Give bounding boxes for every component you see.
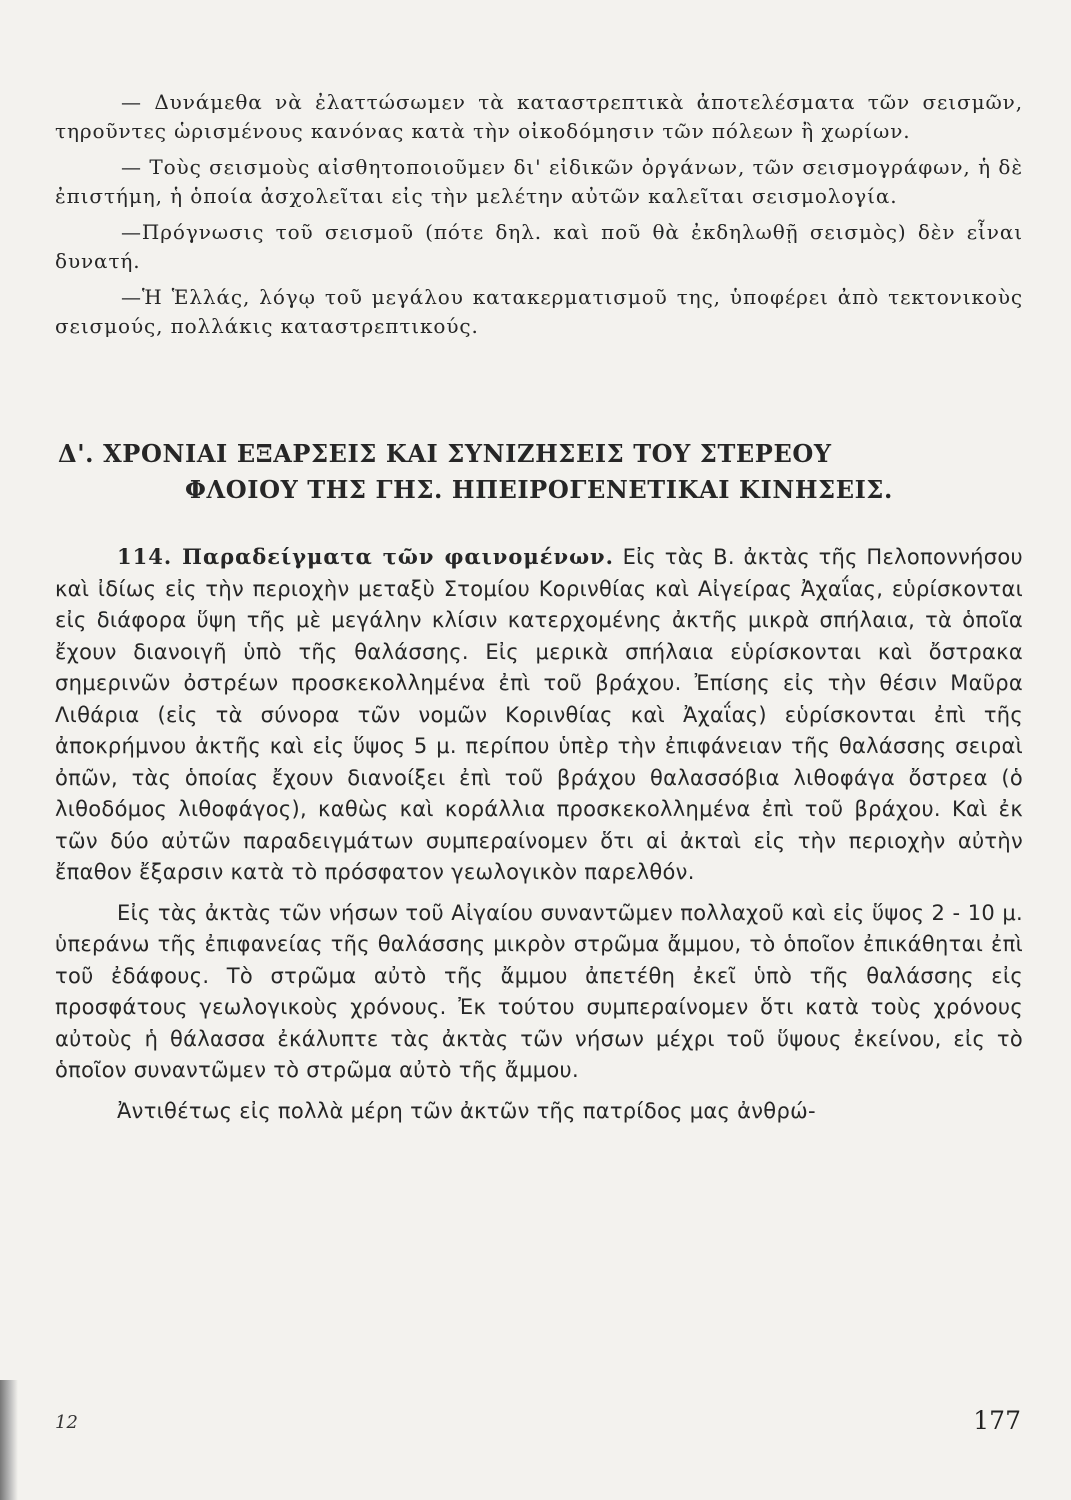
body-paragraph <box>55 541 1023 889</box>
summary-block <box>55 88 1023 348</box>
summary-paragraph: —Πρόγνωσις τοῦ σεισμοῦ (πότε δηλ. καὶ ποῦ θὰ ἐκδηλωθῇ σεισμὸς) δὲν εἶναι δυνατή. <box>55 220 1023 273</box>
body-paragraph-text: Εἰς τὰς Β. ἀκτὰς τῆς Πελοποννήσου καὶ ἰδίως εἰς τὴν περιοχὴν μεταξὺ Στομίου Κορινθίας καὶ Αἰγείρας Ἀχαΐας, εὑρίσκονται εἰς διάφορα ὕψη τῆς μὲ μεγάλην κλίσιν κατερχομένης ἀκτῆς μικρὰ σπήλαια, τὰ ὁποῖα ἔχουν διανοιγῆ ὑπὸ τῆς θαλάσσης. Εἰς μερικὰ σπήλαια εὑρίσκονται καὶ ὄστρακα σημερινῶν ὀστρέων προσκεκολλημένα ἐπὶ τοῦ βράχου. Ἐπίσης εἰς τὴν θέσιν Μαῦρα Λιθάρια (εἰς τὰ σύνορα τῶν νομῶν Κορινθίας καὶ Ἀχαΐας) εὑρίσκονται ἐπὶ τῆς ἀποκρήμνου ἀκτῆς καὶ εἰς ὕψος 5 μ. περίπου ὑπὲρ τὴν ἐπιφάνειαν τῆς θαλάσσης σειραὶ ὀπῶν, τὰς ὁποίας ἔχουν διανοίξει ἐπὶ τοῦ βράχου θαλασσόβια λιθοφάγα ὄστρεα (ὁ λιθοδόμος λιθοφάγος), καθὼς καὶ κοράλλια προσκεκολλημένα ἐπὶ τοῦ βράχου. Καὶ ἐκ τῶν δύο αὐτῶν παραδειγμάτων συμπεραίνομεν ὅτι αἱ ἀκταὶ εἰς τὴν περιοχὴν αὐτὴν ἔπαθον ἔξαρσιν κατὰ τὸ πρόσφατον γεωλογικὸν παρελθόν. <box>55 545 1023 884</box>
chapter-heading-line: ΦΛΟΙΟΥ ΤΗΣ ΓΗΣ. ΗΠΕΙΡΟΓΕΝΕΤΙΚΑΙ ΚΙΝΗΣΕΙΣ. <box>185 475 893 504</box>
chapter-heading <box>55 436 1023 508</box>
page-number: 177 <box>973 1406 1021 1435</box>
summary-paragraph: — Δυνάμεθα νὰ ἐλαττώσωμεν τὰ καταστρεπτικὰ ἀποτελέσματα τῶν σεισμῶν, τηροῦντες ὡρισμένους κανόνας κατὰ τὴν οἰκοδόμησιν τῶν πόλεων ἢ χωρίων. <box>55 90 1023 143</box>
summary-paragraph: —Ἡ Ἑλλάς, λόγῳ τοῦ μεγάλου κατακερματισμοῦ της, ὑποφέρει ἀπὸ τεκτονικοὺς σεισμούς, πολλάκις καταστρεπτικούς. <box>55 285 1023 338</box>
chapter-heading-line: Δ'. ΧΡΟΝΙΑΙ ΕΞΑΡΣΕΙΣ ΚΑΙ ΣΥΝΙΖΗΣΕΙΣ ΤΟΥ ΣΤΕΡΕΟΥ <box>58 439 832 468</box>
page-edge-shadow <box>0 1380 18 1500</box>
body-paragraph: Ἀντιθέτως εἰς πολλὰ μέρη τῶν ἀκτῶν τῆς πατρίδος μας ἀνθρώ- <box>117 1098 816 1123</box>
summary-paragraph: — Τοὺς σεισμοὺς αἰσθητοποιοῦμεν δι' εἰδικῶν ὀργάνων, τῶν σεισμογράφων, ἡ δὲ ἐπιστήμη, ἡ ὁποία ἀσχολεῖται εἰς τὴν μελέτην αὐτῶν καλεῖται σεισμολογία. <box>55 155 1023 208</box>
body-text <box>55 541 1023 1136</box>
body-paragraph: Εἰς τὰς ἀκτὰς τῶν νήσων τοῦ Αἰγαίου συναντῶμεν πολλαχοῦ καὶ εἰς ὕψος 2 - 10 μ. ὑπεράνω τῆς ἐπιφανείας τῆς θαλάσσης μικρὸν στρῶμα ἄμμου, τὸ ὁποῖον ἐπικάθηται ἐπὶ τοῦ ἐδάφους. Τὸ στρῶμα αὐτὸ τῆς ἄμμου ἀπετέθη ἐκεῖ ὑπὸ τῆς θαλάσσης εἰς προσφάτους γεωλογικοὺς χρόνους. Ἐκ τούτου συμπεραίνομεν ὅτι κατὰ τοὺς χρόνους αὐτοὺς ἡ θάλασσα ἐκάλυπτε τὰς ἀκτὰς τῶν νήσων μέχρι τοῦ ὕψους ἐκείνου, εἰς τὸ ὁποῖον συναντῶμεν τὸ στρῶμα αὐτὸ τῆς ἄμμου. <box>55 900 1023 1082</box>
signature-mark: 12 <box>55 1412 78 1433</box>
section-title: 114. Παραδείγματα τῶν φαινομένων. <box>117 544 614 569</box>
